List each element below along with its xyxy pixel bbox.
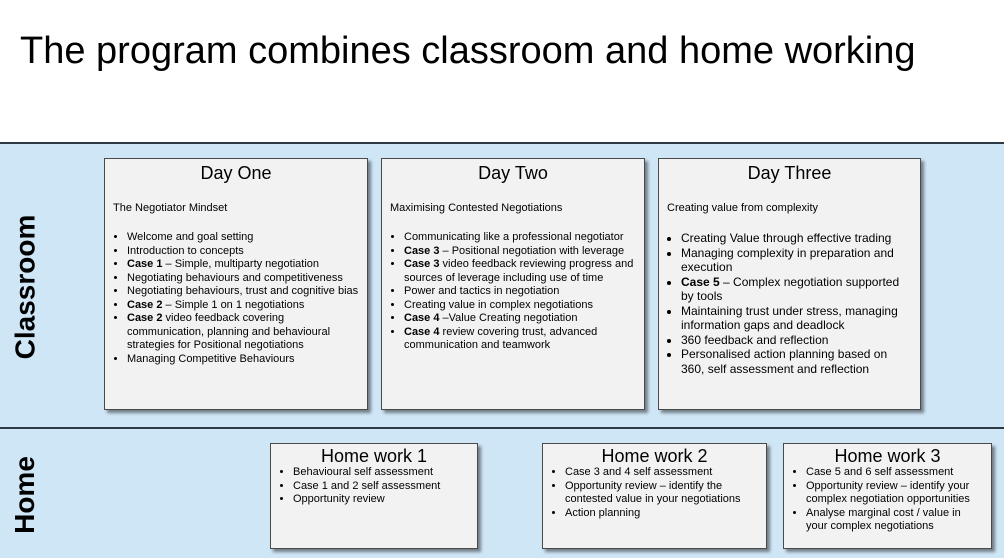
list-item: • Case 4 –Value Creating negotiation: [404, 312, 636, 326]
home-label-text: Home: [9, 455, 41, 534]
homework-two-card: [542, 443, 767, 549]
homework-task-list: [271, 466, 477, 507]
day-one-card: [104, 158, 368, 410]
list-item: • Managing Competitive Behaviours: [127, 353, 359, 367]
day-topic-list: [659, 231, 920, 376]
day-two-card: [381, 158, 645, 410]
list-item: • Case 3 – Positional negotiation with leverage: [404, 245, 636, 259]
page-title: The program combines classroom and home working: [20, 30, 916, 72]
list-item: • Creating Value through effective trading: [681, 231, 912, 246]
list-item: • Case 1 and 2 self assessment: [293, 480, 469, 494]
list-item: • Maintaining trust under stress, managing information gaps and deadlock: [681, 304, 912, 333]
list-item: • Case 2 video feedback covering communication, planning and behavioural strategies for Positional negotiations: [127, 312, 359, 353]
list-item: • Welcome and goal setting: [127, 231, 359, 245]
list-item: • Case 4 review covering trust, advanced communication and teamwork: [404, 326, 636, 353]
list-item: • Managing complexity in preparation and execution: [681, 246, 912, 275]
classroom-label: [0, 144, 50, 429]
list-item: • Case 1 – Simple, multiparty negotiation: [127, 258, 359, 272]
day-topic-list: [382, 231, 644, 353]
list-item: • Case 3 and 4 self assessment: [565, 466, 758, 480]
homework-heading: Home work 2: [601, 446, 708, 466]
day-heading: Day Two: [478, 163, 548, 183]
homework-task-list: [543, 466, 766, 520]
list-item: • Case 5 – Complex negotiation supported by tools: [681, 275, 912, 304]
homework-task-list: [784, 466, 991, 534]
list-item: • Opportunity review – identify your complex negotiation opportunities: [806, 480, 983, 507]
homework-heading: Home work 3: [834, 446, 941, 466]
homework-one-card: [270, 443, 478, 549]
list-item: • Behavioural self assessment: [293, 466, 469, 480]
list-item: • Action planning: [565, 507, 758, 521]
day-subtitle: The Negotiator Mindset: [113, 202, 228, 214]
list-item: • Case 2 – Simple 1 on 1 negotiations: [127, 299, 359, 313]
list-item: • Introduction to concepts: [127, 245, 359, 259]
day-subtitle: Creating value from complexity: [667, 202, 819, 214]
list-item: • Case 3 video feedback reviewing progress and sources of leverage including use of time: [404, 258, 636, 285]
list-item: • Creating value in complex negotiations: [404, 299, 636, 313]
classroom-label-text: Classroom: [9, 214, 40, 359]
list-item: • 360 feedback and reflection: [681, 333, 912, 348]
list-item: • Communicating like a professional negotiator: [404, 231, 636, 245]
day-three-card: [658, 158, 921, 410]
day-heading: Day One: [200, 163, 272, 183]
list-item: • Personalised action planning based on 360, self assessment and reflection: [681, 347, 912, 376]
home-label: [0, 429, 50, 560]
list-item: • Negotiating behaviours and competitiveness: [127, 272, 359, 286]
list-item: • Case 5 and 6 self assessment: [806, 466, 983, 480]
day-subtitle: Maximising Contested Negotiations: [390, 202, 563, 214]
list-item: • Opportunity review: [293, 493, 469, 507]
list-item: • Power and tactics in negotiation: [404, 285, 636, 299]
list-item: • Opportunity review – identify the contested value in your negotiations: [565, 480, 758, 507]
day-heading: Day Three: [747, 163, 832, 183]
list-item: • Analyse marginal cost / value in your complex negotiations: [806, 507, 983, 534]
list-item: • Negotiating behaviours, trust and cognitive bias: [127, 285, 359, 299]
day-topic-list: [105, 231, 367, 366]
homework-heading: Home work 1: [320, 446, 428, 466]
homework-three-card: [783, 443, 992, 549]
